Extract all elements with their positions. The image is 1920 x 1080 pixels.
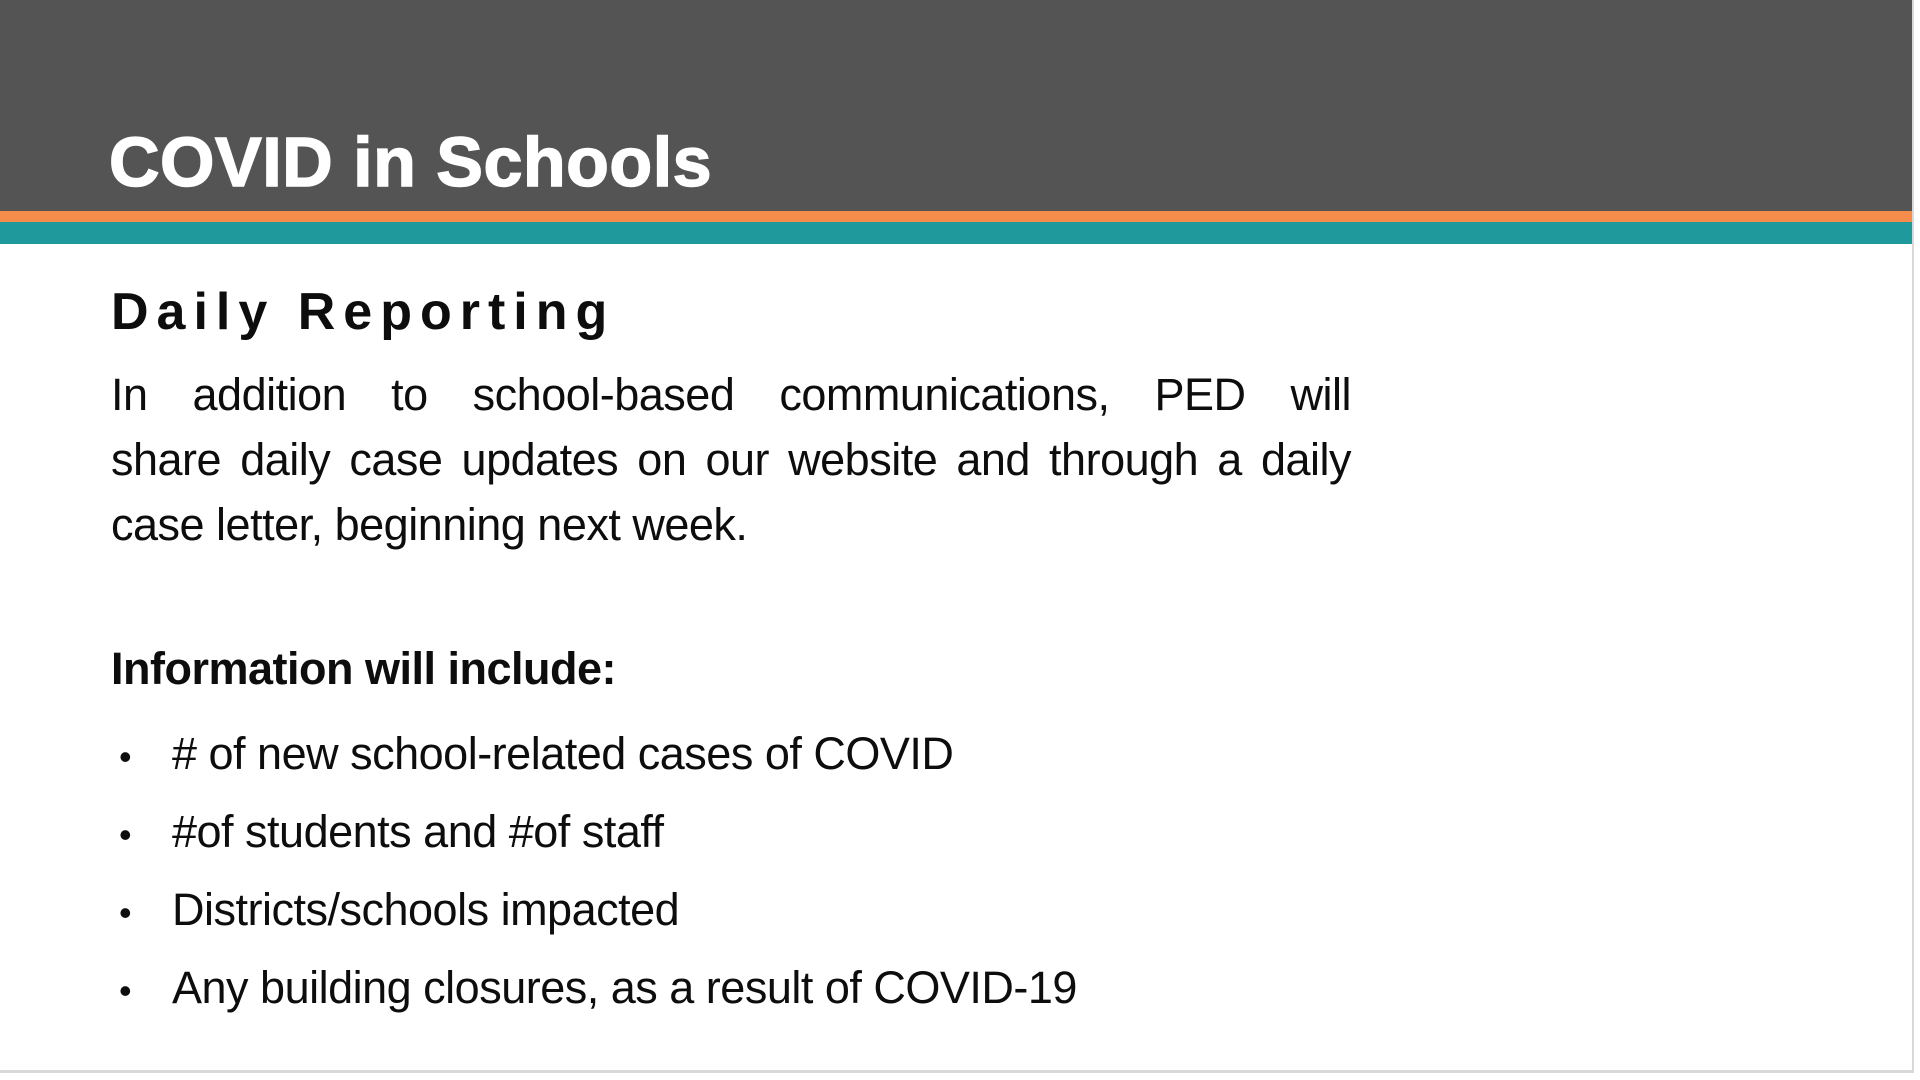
information-list-heading: Information will include: bbox=[111, 643, 616, 694]
list-item bbox=[111, 877, 1391, 945]
bullet-icon: • bbox=[119, 892, 132, 933]
list-item-text: #of students and #of staff bbox=[172, 806, 664, 857]
list-item-text: # of new school-related cases of COVID bbox=[172, 728, 954, 779]
list-item-text: Districts/schools impacted bbox=[172, 884, 680, 935]
list-item bbox=[111, 955, 1391, 1023]
intro-paragraph-line-1: In addition to school-based communications, PED will bbox=[111, 369, 1351, 420]
slide-title: COVID in Schools bbox=[109, 123, 713, 201]
list-item bbox=[111, 721, 1391, 789]
bullet-icon: • bbox=[119, 814, 132, 855]
information-bullet-list bbox=[111, 721, 1391, 1023]
intro-paragraph-line-2: share daily case updates on our website and through a daily bbox=[111, 434, 1351, 485]
daily-reporting-heading: Daily Reporting bbox=[111, 283, 616, 341]
bullet-icon: • bbox=[119, 970, 132, 1011]
list-item bbox=[111, 799, 1391, 867]
slide-header-band bbox=[0, 0, 1912, 211]
slide-body bbox=[0, 282, 1912, 1023]
teal-accent-stripe bbox=[0, 222, 1912, 244]
orange-accent-stripe bbox=[0, 211, 1912, 222]
list-item-text: Any building closures, as a result of COVID-19 bbox=[172, 962, 1077, 1013]
intro-paragraph-line-3: case letter, beginning next week. bbox=[111, 499, 748, 550]
bullet-icon: • bbox=[119, 736, 132, 777]
intro-paragraph bbox=[111, 362, 1351, 557]
